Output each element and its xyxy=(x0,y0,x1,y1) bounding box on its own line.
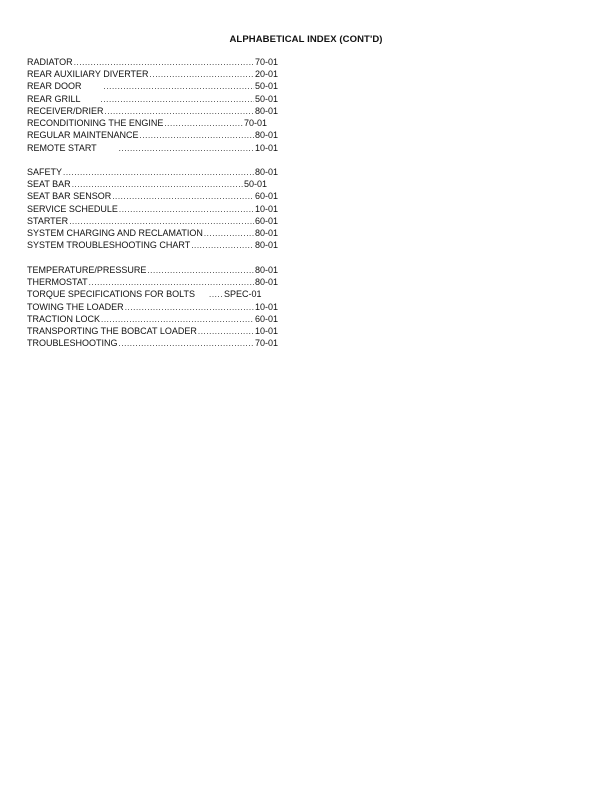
index-entry xyxy=(27,129,278,141)
dot-leader xyxy=(104,81,254,93)
entry-name: RADIATOR xyxy=(27,57,73,67)
index-entry xyxy=(27,56,278,68)
page-title: ALPHABETICAL INDEX (CONT'D) xyxy=(229,34,383,45)
entry-page: 70-01 xyxy=(243,118,267,129)
entry-page: 80-01 xyxy=(254,240,278,251)
entry-page: 70-01 xyxy=(254,57,278,67)
entry-name: SEAT BAR SENSOR xyxy=(27,191,112,202)
entry-name: RECONDITIONING THE ENGINE xyxy=(27,118,164,129)
entry-name: SERVICE SCHEDULE xyxy=(27,203,118,214)
entry-page: 10-01 xyxy=(254,325,278,336)
index-group-t xyxy=(27,264,278,350)
index-entry xyxy=(27,105,278,117)
index-entry xyxy=(27,227,278,239)
index-entry xyxy=(27,178,267,190)
entry-page: 80-01 xyxy=(254,130,278,141)
dot-leader xyxy=(119,204,254,216)
dot-leader xyxy=(119,143,254,155)
entry-name: RECEIVER/DRIER xyxy=(27,105,104,116)
index-entry xyxy=(27,190,278,202)
index-entry xyxy=(27,313,278,325)
entry-name: TEMPERATURE/PRESSURE xyxy=(27,264,147,275)
dot-leader xyxy=(140,130,254,142)
entry-page: 10-01 xyxy=(254,301,278,312)
index-entry xyxy=(27,80,278,92)
entry-page: 50-01 xyxy=(254,81,278,92)
entry-name: THERMOSTAT xyxy=(27,277,88,288)
index-entry xyxy=(27,142,278,154)
index-entry xyxy=(27,117,267,129)
entry-name: REAR GRILL xyxy=(27,93,81,104)
index-entry xyxy=(27,288,278,300)
entry-page: 80-01 xyxy=(254,277,278,288)
dot-leader xyxy=(209,289,223,301)
index-entry xyxy=(27,264,278,276)
entry-page: 80-01 xyxy=(254,105,278,116)
index-entry xyxy=(27,337,278,349)
entry-name: REMOTE START xyxy=(27,142,97,153)
index-entry xyxy=(27,301,278,313)
entry-name: REAR DOOR xyxy=(27,81,82,92)
entry-page: 80-01 xyxy=(254,167,278,178)
entry-name: TOWING THE LOADER xyxy=(27,301,124,312)
index-entry xyxy=(27,166,278,178)
entry-name: TRANSPORTING THE BOBCAT LOADER xyxy=(27,325,197,336)
dot-leader xyxy=(101,94,254,106)
entry-page: 10-01 xyxy=(254,203,278,214)
entry-page: 50-01 xyxy=(254,93,278,104)
entry-name: SYSTEM TROUBLESHOOTING CHART xyxy=(27,240,191,251)
index-entry xyxy=(27,239,278,251)
entry-page: 50-01 xyxy=(243,179,267,190)
dot-leader xyxy=(150,69,254,81)
index-entry xyxy=(27,68,278,80)
index-entry xyxy=(27,93,278,105)
entry-name: STARTER xyxy=(27,215,69,226)
entry-page: 80-01 xyxy=(254,264,278,275)
index-entry xyxy=(27,203,278,215)
dot-leader xyxy=(112,191,254,203)
entry-page: 20-01 xyxy=(254,69,278,80)
index-entry xyxy=(27,215,278,227)
entry-page: 80-01 xyxy=(254,228,278,239)
dot-leader xyxy=(63,167,254,179)
entry-name: SYSTEM CHARGING AND RECLAMATION xyxy=(27,228,203,239)
entry-page: 70-01 xyxy=(254,338,278,349)
dot-leader xyxy=(204,228,254,240)
index-list xyxy=(27,56,278,362)
entry-name: REGULAR MAINTENANCE xyxy=(27,130,139,141)
dot-leader xyxy=(147,265,254,277)
entry-page: 10-01 xyxy=(254,142,278,153)
entry-name: SAFETY xyxy=(27,167,63,178)
dot-leader xyxy=(119,338,254,350)
entry-name: TORQUE SPECIFICATIONS FOR BOLTS xyxy=(27,289,196,300)
entry-name: REAR AUXILIARY DIVERTER xyxy=(27,69,149,80)
dot-leader xyxy=(164,118,243,130)
index-group-r xyxy=(27,56,278,154)
dot-leader xyxy=(198,326,254,338)
entry-name: SEAT BAR xyxy=(27,179,71,190)
entry-page: SPEC-01 xyxy=(224,289,262,300)
entry-page: 60-01 xyxy=(254,313,278,324)
index-entry xyxy=(27,325,278,337)
index-entry xyxy=(27,276,278,288)
entry-name: TRACTION LOCK xyxy=(27,313,101,324)
entry-page: 60-01 xyxy=(254,191,278,202)
index-group-s xyxy=(27,166,278,252)
dot-leader xyxy=(125,302,254,314)
dot-leader xyxy=(191,240,254,252)
entry-name: TROUBLESHOOTING xyxy=(27,338,118,349)
entry-page: 60-01 xyxy=(254,215,278,226)
